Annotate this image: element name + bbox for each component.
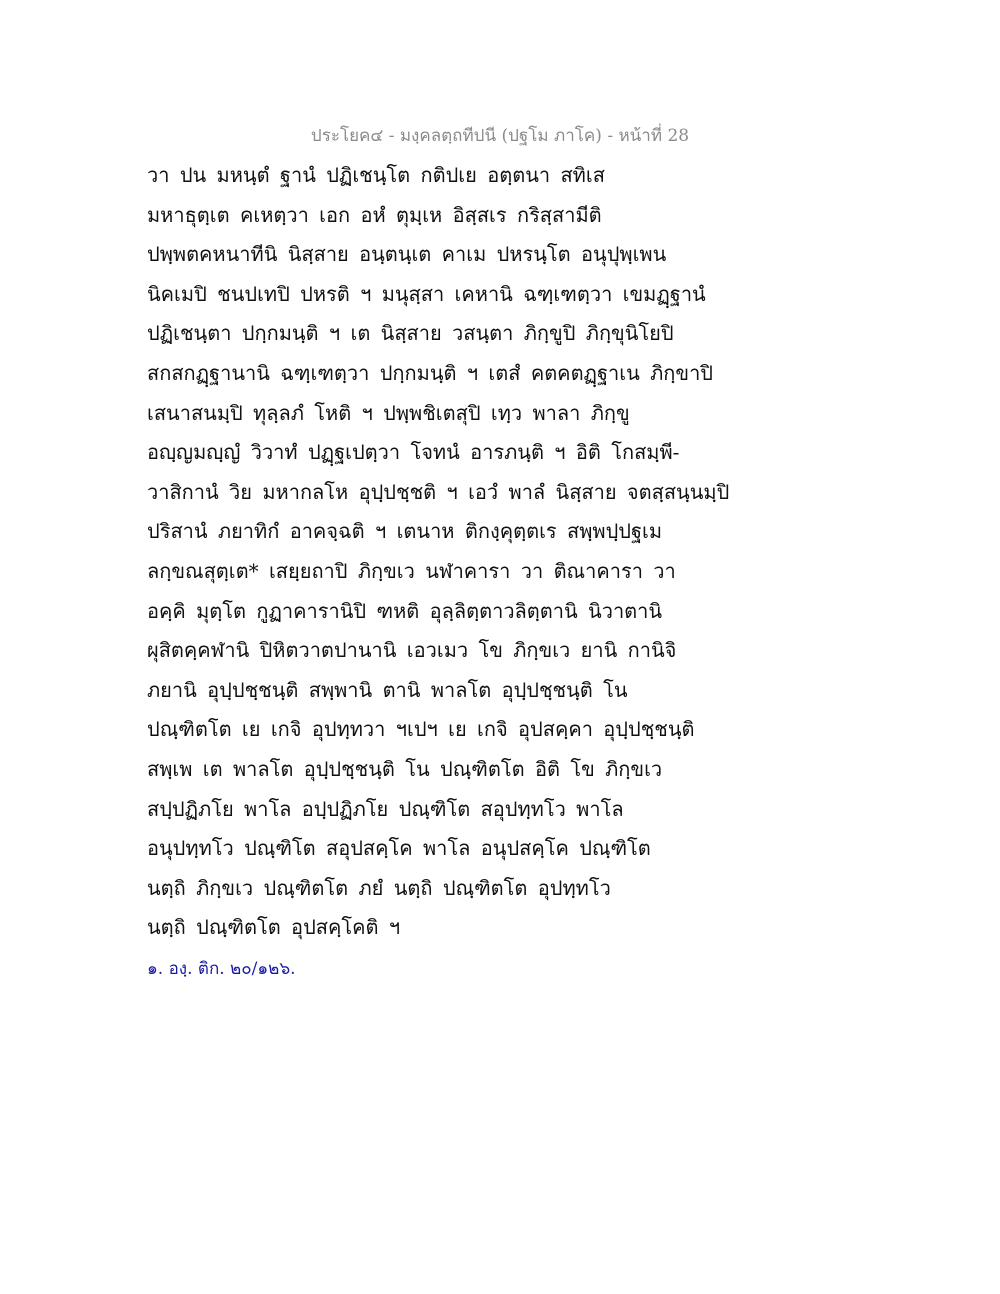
text-line-10: ปริสานํ ภยาทิกํ อาคจฺฉติ ฯ เตนาห ติกงฺคุตฺตเร สพฺพปฺปฐเม [147, 519, 663, 544]
text-line-17: สปฺปฏิภโย พาโล อปฺปฏิภโย ปณฺฑิโต สอุปทฺทโว พาโล [147, 796, 624, 821]
body-text [147, 156, 847, 948]
text-line-2: มหาธุตฺเต คเหตฺวา เอก อหํ ตุมฺเห อิสฺสเร กริสฺสามีติ [147, 202, 602, 227]
text-line-15: ปณฺฑิตโต เย เกจิ อุปทฺทวา ฯเปฯ เย เกจิ อุปสคฺคา อุปฺปชฺชนฺติ [147, 717, 695, 742]
text-line-12: อคฺคิ มุตฺโต กูฏาคารานิปิ ฑหติ อุลฺลิตฺตาวลิตฺตานิ นิวาตานิ [147, 598, 663, 623]
text-line-14: ภยานิ อุปฺปชฺชนฺติ สพฺพานิ ตานิ พาลโต อุปฺปชฺชนฺติ โน [147, 677, 628, 702]
text-line-8: อญฺญมญฺญํ วิวาทํ ปฏฺฐเปตฺวา โจทนํ อารภนฺติ ฯ อิติ โกสมฺพี- [147, 440, 680, 465]
text-line-13: ผุสิตคฺคฬานิ ปิหิตวาตปานานิ เอวเมว โข ภิกฺขเว ยานิ กานิจิ [147, 638, 677, 663]
text-line-16: สพฺเพ เต พาลโต อุปฺปชฺชนฺติ โน ปณฺฑิตโต อิติ โข ภิกฺขเว [147, 756, 663, 781]
text-line-5: ปฏิเชนฺตา ปกฺกมนฺติ ฯ เต นิสฺสาย วสนฺตา ภิกฺขูปิ ภิกฺขุนิโยปิ [147, 321, 674, 346]
text-line-3: ปพฺพตคหนาทีนิ นิสฺสาย อนฺตนฺเต คาเม ปหรนฺโต อนุปุพฺเพน [147, 242, 667, 267]
footnote: ๑. องฺ. ติก. ๒๐/๑๒๖. [147, 959, 296, 979]
text-line-1: วา ปน มหนฺตํ ฐานํ ปฏิเชนฺโต กติปเย อตฺตนา สทิเส [147, 163, 605, 187]
text-line-7: เสนาสนมฺปิ ทุลฺลภํ โหติ ฯ ปพฺพชิเตสุปิ เทฺว พาลา ภิกฺขู [147, 400, 630, 425]
text-line-11: ลกฺขณสุตฺเต* เสยฺยถาปิ ภิกฺขเว นฬาคารา วา ติณาคารา วา [147, 558, 676, 583]
text-line-9: วาสิกานํ วิย มหากลโห อุปฺปชฺชติ ฯ เอวํ พาลํ นิสฺสาย จตสฺสนฺนมฺปิ [147, 479, 730, 504]
text-line-18: อนุปทฺทโว ปณฺฑิโต สอุปสคฺโค พาโล อนุปสคฺโค ปณฺฑิโต [147, 836, 651, 861]
text-line-20: นตฺถิ ปณฺฑิตโต อุปสคฺโคติ ฯ [147, 915, 401, 940]
text-line-4: นิคเมปิ ชนปเทปิ ปหรติ ฯ มนุสฺสา เคหานิ ฉฑฺเฑตฺวา เขมฏฺฐานํ [147, 281, 706, 306]
text-line-6: สกสกฏฺฐานานิ ฉฑฺเฑตฺวา ปกฺกมนฺติ ฯ เตสํ คตคตฏฺฐาเน ภิกฺขาปิ [147, 360, 714, 385]
text-line-19: นตฺถิ ภิกฺขเว ปณฺฑิตโต ภยํ นตฺถิ ปณฺฑิตโต อุปทฺทโว [147, 875, 611, 900]
running-header: ประโยค๔ - มงฺคลตฺถทีปนี (ปฐโม ภาโค) - หน้าที่ 28 [310, 126, 690, 146]
